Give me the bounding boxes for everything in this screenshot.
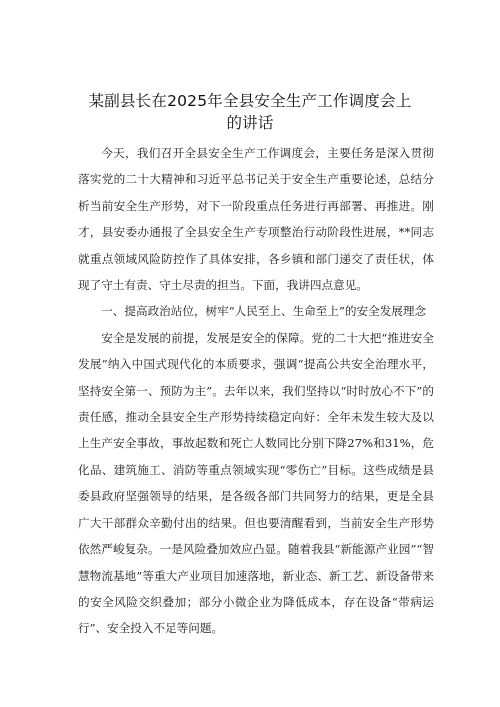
document-body bbox=[78, 140, 434, 642]
paragraph-intro: 今天，我们召开全县安全生产工作调度会，主要任务是深入贯彻落实党的二十大精神和习近平总书记关于安全生产重要论述，总结分析当前安全生产形势，对下一阶段重点任务进行再部署、再推进。刚才，县安委办通报了全县安全生产专项整治行动阶段性进展，**同志就重点领域风险防控作了具体安排，各乡镇和部门递交了责任状，体现了守土有责、守土尽责的担当。下面，我讲四点意见。 bbox=[78, 146, 434, 293]
paragraph-section-1: 安全是发展的前提，发展是安全的保障。党的二十大把“推进安全发展”纳入中国式现代化的本质要求，强调“提高公共安全治理水平，坚持安全第一、预防为主”。去年以来，我们坚持以“时时放心不下”的责任感，推动全县安全生产形势持续稳定向好：全年未发生较大及以上生产安全事故，事故起数和死亡人数同比分别下降27%和31%，危化品、建筑施工、消防等重点领域实现“零伤亡”目标。这些成绩是县委县政府坚强领导的结果，是各级各部门共同努力的结果，更是全县广大干部群众辛勤付出的结果。但也要清醒看到，当前安全生产形势依然严峻复杂。一是风险叠加效应凸显。随着我县“新能源产业园”“智慧物流基地”等重大产业项目加速落地，新业态、新工艺、新设备带来的安全风险交织叠加；部分小微企业为降低成本，存在设备“带病运行”、安全投入不足等问题。 bbox=[78, 330, 434, 636]
document-title-line1: 某副县长在2025年全县安全生产工作调度会上 bbox=[88, 92, 412, 110]
document-title-line2: 的讲话 bbox=[226, 114, 274, 132]
section-heading-1: 一、提高政治站位，树牢“人民至上、生命至上”的安全发展理念 bbox=[101, 304, 427, 319]
